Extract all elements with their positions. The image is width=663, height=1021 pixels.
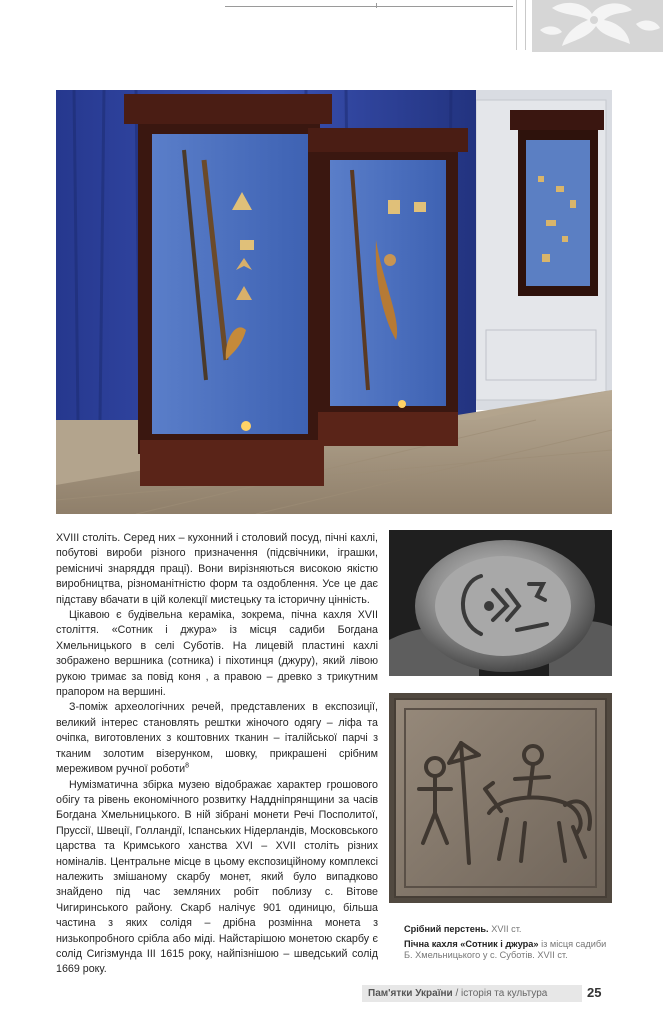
article-paragraph — [56, 700, 378, 777]
article-paragraph: Нумізматична збірка музею відображає характер грошового обігу та рівень економічного розвитку Наддніпрянщини за часів Богдана Хмельницького. В ній зібрані монети Речі Посполитої, Пруссії, Швеції, Голландії, Іспанських Нідерландів, Московського царства та Кримського ханства XVI – XVII століть різних номіналів. Центральне місце в цьому експозиційному комплексі належить змішаному скарбу монет, який було випадково знайдено під час земляних робіт поблизу с. Вітове Чигиринського району. Скарб налічує 901 одиницю, більша частина з яких солідя – дрібна розмінна монета з низькопробного срібла або міді. Найстарішою монетою скарбу є солід Сигізмунда III 1615 року, найпізнішою – шведський солід 1669 року. — [56, 778, 378, 976]
page-number: 25 — [587, 985, 602, 1000]
tile-caption — [404, 939, 614, 961]
article-body — [56, 531, 378, 978]
header-divider-2 — [525, 0, 526, 50]
caption-detail: із місця садиби Б. Хмельницького у с. Суботів. XVII ст. — [404, 939, 607, 960]
article-paragraph: XVIII століть. Серед них – кухонний і столовий посуд, пічні кахлі, побутові вироби різного призначення (підсвічники, іграшки, ремісничі знаряддя праці). Вони вирізняються високою якістю виробництва, різноманітністю форм та оздоблення. Усе це дає підставу вбачати в цій колекції мистецьку та історичну цінність. — [56, 532, 378, 606]
ornament-corner — [532, 0, 663, 52]
footnote-ref: 8 — [185, 762, 190, 770]
header-rule — [225, 6, 513, 7]
caption-detail: XVII ст. — [491, 924, 522, 934]
article-paragraph: Цікавою є будівельна кераміка, зокрема, пічна кахля XVII століття. «Сотник і джура» із місця садиби Богдана Хмельницького в селі Суботів. На лицевій пластині кахлі зображено вершника (сотника) і піхотинця (джуру), який лівою рукою тримає за повід коня , а правою – древко з трикутним прапором на вершині. — [56, 609, 378, 699]
magazine-title: Пам'ятки України — [368, 988, 453, 999]
ring-caption — [404, 924, 614, 935]
footer-separator: / — [452, 988, 462, 999]
floral-ornament-icon — [532, 0, 663, 52]
museum-hall-photo — [56, 90, 612, 514]
caption-title: Пічна кахля «Сотник і джура» — [404, 939, 539, 949]
silver-ring-photo — [389, 530, 612, 676]
running-footer — [368, 987, 547, 1000]
caption-title: Срібний перстень. — [404, 924, 489, 934]
header-rule-tick — [376, 3, 377, 8]
article-paragraph-text: З-поміж археологічних речей, представлених в експозиції, великий інтерес становлять рештки жіночого одягу – ліфа та очіпка, виготовлених з коштовних тканин – італійської парчі з тканим золотим візерунком, шовку, прикрашені срібним мереживом ручної роботи — [56, 701, 378, 776]
section-name: історія та культура — [461, 988, 548, 999]
header-divider-1 — [516, 0, 517, 50]
stove-tile-photo — [389, 693, 612, 903]
